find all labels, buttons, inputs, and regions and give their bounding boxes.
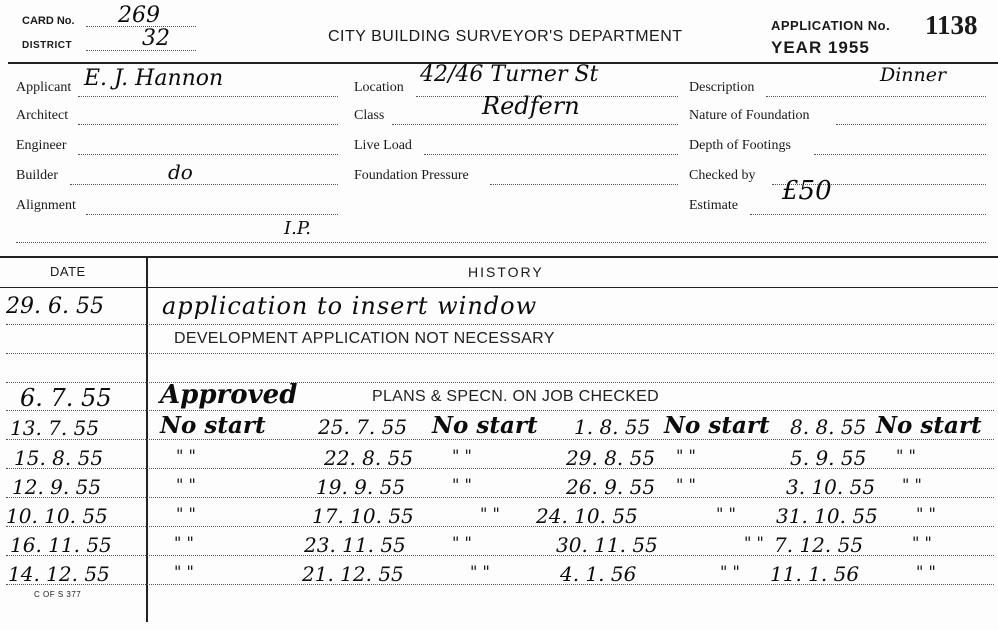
history-cell: 4. 1. 56: [560, 562, 637, 586]
history-cell: 3. 10. 55: [786, 475, 876, 499]
depth-of-footings-line: [814, 154, 986, 155]
row-date: 14. 12. 55: [8, 562, 110, 586]
class-value: Redfern: [482, 92, 580, 120]
history-cell: 25. 7. 55: [318, 415, 408, 439]
description-label: Description: [689, 80, 755, 95]
history-cell: 17. 10. 55: [312, 504, 414, 528]
history-cell: 23. 11. 55: [304, 533, 406, 557]
district-label: DISTRICT: [22, 40, 73, 51]
row-date: 13. 7. 55: [10, 416, 100, 440]
history-cell: 11. 1. 56: [770, 562, 860, 586]
history-cell: " ": [176, 446, 196, 465]
estimate-label: Estimate: [689, 198, 738, 213]
application-label: APPLICATION No.: [771, 18, 891, 33]
builder-label: Builder: [16, 168, 58, 183]
history-cell: No start: [432, 412, 538, 439]
history-cell: No start: [876, 412, 982, 439]
row-date: 10. 10. 55: [6, 504, 108, 528]
history-cell: 7. 12. 55: [774, 533, 864, 557]
district-value: 32: [142, 26, 170, 51]
history-cell: " ": [174, 562, 194, 581]
row-date: 16. 11. 55: [10, 533, 112, 557]
history-cell: " ": [174, 533, 194, 552]
history-cell: " ": [744, 533, 764, 552]
applicant-value: E. J. Hannon: [84, 66, 224, 91]
history-cell: 19. 9. 55: [316, 475, 406, 499]
alignment-value: I.P.: [284, 218, 312, 239]
date-header: DATE: [50, 264, 86, 279]
district-line: [86, 50, 196, 51]
form-code: C OF S 377: [34, 590, 82, 599]
history-cell: " ": [912, 533, 932, 552]
extra-line: [16, 242, 986, 243]
history-cell: " ": [452, 533, 472, 552]
row-rule: [6, 324, 994, 325]
row-rule: [6, 410, 994, 411]
location-label: Location: [354, 80, 404, 95]
history-cell: " ": [176, 475, 196, 494]
history-cell: " ": [896, 446, 916, 465]
history-cell: " ": [452, 446, 472, 465]
engineer-line: [78, 154, 338, 155]
history-cell: " ": [720, 562, 740, 581]
builder-value: do: [168, 160, 193, 184]
row-rule: [6, 382, 994, 383]
live-load-label: Live Load: [354, 138, 412, 153]
department-title: CITY BUILDING SURVEYOR'S DEPARTMENT: [328, 28, 683, 45]
architect-line: [78, 124, 338, 125]
card-no-label: CARD No.: [22, 15, 75, 27]
description-line: [766, 96, 986, 97]
row-date: 12. 9. 55: [12, 475, 102, 499]
history-cell: " ": [470, 562, 490, 581]
history-cell: " ": [902, 475, 922, 494]
history-header: HISTORY: [468, 264, 544, 280]
class-label: Class: [354, 108, 385, 123]
history-cell: " ": [176, 504, 196, 523]
history-cell: " ": [916, 504, 936, 523]
architect-label: Architect: [16, 108, 69, 123]
history-cell: No start: [664, 412, 770, 439]
description-value: Dinner: [880, 64, 947, 86]
row-rule: [6, 353, 994, 354]
history-cell: " ": [452, 475, 472, 494]
table-top-border: [0, 256, 998, 258]
class-line: [392, 124, 678, 125]
history-cell: 30. 11. 55: [556, 533, 658, 557]
table-header-divider: [0, 287, 998, 288]
builder-line: [70, 184, 338, 185]
foundation-pressure-line: [490, 184, 678, 185]
history-cell: 29. 8. 55: [566, 446, 656, 470]
row-date: 6. 7. 55: [20, 384, 112, 412]
depth-of-footings-label: Depth of Footings: [689, 138, 791, 153]
history-entry: Approved: [160, 380, 298, 410]
history-cell: 5. 9. 55: [790, 446, 867, 470]
history-cell: 24. 10. 55: [536, 504, 638, 528]
row-rule: [6, 439, 994, 440]
row-date: 15. 8. 55: [14, 446, 104, 470]
history-cell: " ": [716, 504, 736, 523]
history-cell: " ": [676, 475, 696, 494]
history-stamp: PLANS & SPECN. ON JOB CHECKED: [372, 388, 659, 405]
history-stamp: DEVELOPMENT APPLICATION NOT NECESSARY: [174, 330, 555, 347]
estimate-value: £50: [782, 176, 832, 206]
location-value: 42/46 Turner St: [420, 62, 599, 87]
row-date: 29. 6. 55: [6, 294, 104, 319]
history-entry: application to insert window: [162, 292, 538, 320]
alignment-line: [86, 214, 338, 215]
history-cell: 8. 8. 55: [790, 415, 867, 439]
nature-of-foundation-label: Nature of Foundation: [689, 108, 810, 123]
history-cell: " ": [480, 504, 500, 523]
checked-by-label: Checked by: [689, 168, 756, 183]
engineer-label: Engineer: [16, 138, 67, 153]
alignment-label: Alignment: [16, 198, 76, 213]
nature-of-foundation-line: [836, 124, 986, 125]
applicant-label: Applicant: [16, 80, 72, 95]
estimate-line: [750, 214, 986, 215]
history-cell: " ": [916, 562, 936, 581]
year-label: YEAR 1955: [771, 38, 870, 57]
history-cell: 26. 9. 55: [566, 475, 656, 499]
live-load-line: [424, 154, 678, 155]
history-cell: " ": [676, 446, 696, 465]
history-cell: No start: [160, 412, 266, 439]
application-number: 1138: [925, 10, 978, 40]
applicant-line: [78, 96, 338, 97]
history-cell: 31. 10. 55: [776, 504, 878, 528]
history-cell: 21. 12. 55: [302, 562, 404, 586]
history-cell: 1. 8. 55: [574, 415, 651, 439]
card-no-value: 269: [118, 3, 160, 28]
history-cell: 22. 8. 55: [324, 446, 414, 470]
foundation-pressure-label: Foundation Pressure: [354, 168, 469, 183]
